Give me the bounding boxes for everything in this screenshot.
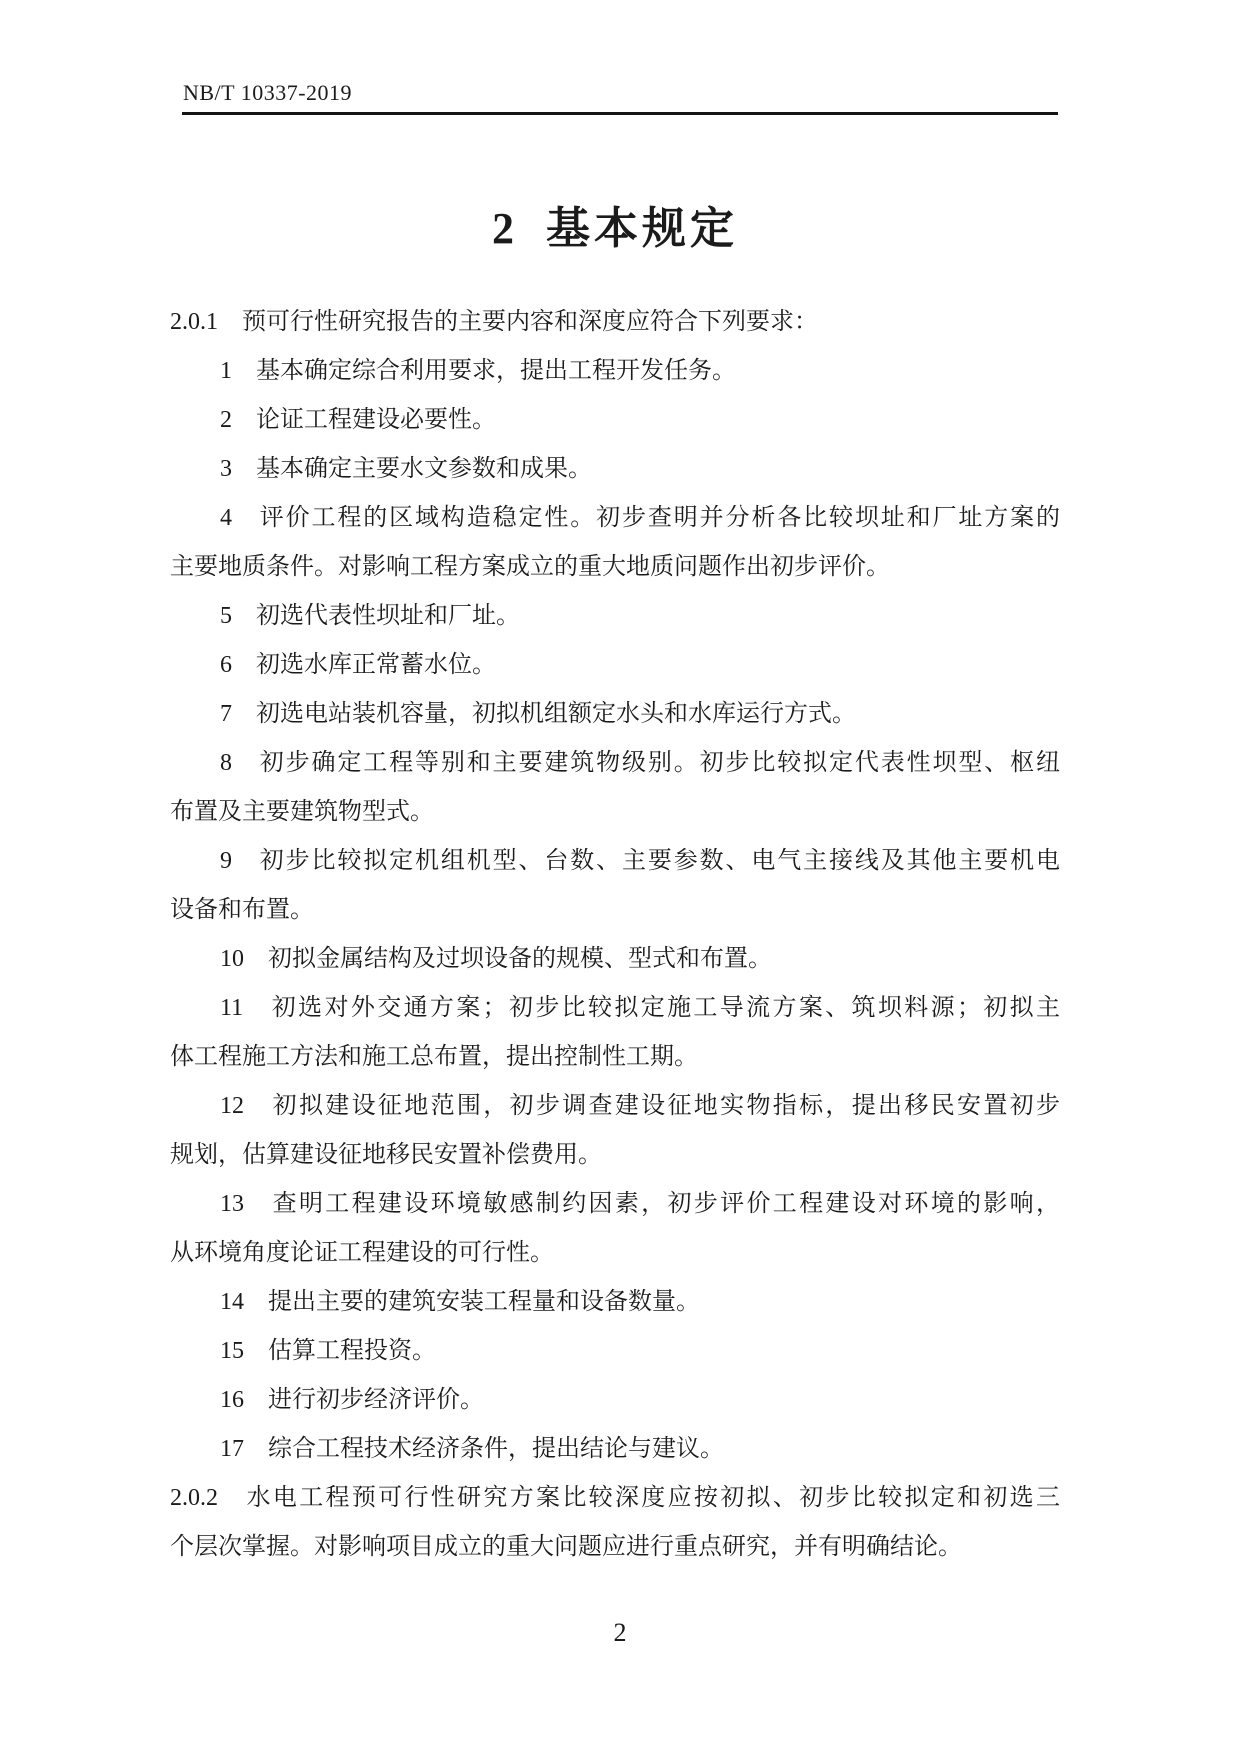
item-4	[170, 494, 1060, 592]
text-line: 1 基本确定综合利用要求，提出工程开发任务。	[220, 358, 736, 384]
item-2	[170, 396, 1060, 445]
document-body	[170, 298, 1060, 1572]
text-line: 个层次掌握。对影响项目成立的重大问题应进行重点研究，并有明确结论。	[170, 1534, 962, 1560]
item-9	[170, 837, 1060, 935]
text-line: 主要地质条件。对影响工程方案成立的重大地质问题作出初步评价。	[170, 554, 890, 580]
text-line: 14 提出主要的建筑安装工程量和设备数量。	[220, 1289, 700, 1315]
text-line: 3 基本确定主要水文参数和成果。	[220, 456, 592, 482]
item-6	[170, 641, 1060, 690]
text-line: 2.0.1 预可行性研究报告的主要内容和深度应符合下列要求：	[170, 309, 818, 335]
text-line: 9 初步比较拟定机组机型、台数、主要参数、电气主接线及其他主要机电	[220, 848, 1060, 874]
item-3	[170, 445, 1060, 494]
chapter-title-text: 基本规定	[546, 204, 738, 253]
text-line: 6 初选水库正常蓄水位。	[220, 652, 496, 678]
item-16	[170, 1376, 1060, 1425]
chapter-heading	[170, 192, 1060, 256]
item-17	[170, 1425, 1060, 1474]
item-15	[170, 1327, 1060, 1376]
text-line: 4 评价工程的区域构造稳定性。初步查明并分析各比较坝址和厂址方案的	[220, 505, 1060, 531]
text-line: 17 综合工程技术经济条件，提出结论与建议。	[220, 1436, 724, 1462]
item-10	[170, 935, 1060, 984]
text-line: 5 初选代表性坝址和厂址。	[220, 603, 520, 629]
item-12	[170, 1082, 1060, 1180]
header-rule	[182, 112, 1058, 115]
text-line: 体工程施工方法和施工总布置，提出控制性工期。	[170, 1044, 698, 1070]
text-line: 2 论证工程建设必要性。	[220, 407, 496, 433]
text-line: 15 估算工程投资。	[220, 1338, 436, 1364]
page-number: 2	[613, 1618, 627, 1647]
item-8	[170, 739, 1060, 837]
text-line: 2.0.2 水电工程预可行性研究方案比较深度应按初拟、初步比较拟定和初选三	[170, 1485, 1060, 1511]
item-11	[170, 984, 1060, 1082]
text-line: 规划，估算建设征地移民安置补偿费用。	[170, 1142, 602, 1168]
text-line: 11 初选对外交通方案；初步比较拟定施工导流方案、筑坝料源；初拟主	[220, 995, 1060, 1021]
text-line: 布置及主要建筑物型式。	[170, 799, 434, 825]
clause-2-0-2	[170, 1474, 1060, 1572]
text-line: 设备和布置。	[170, 897, 314, 923]
text-line: 12 初拟建设征地范围，初步调查建设征地实物指标，提出移民安置初步	[220, 1093, 1060, 1119]
clause-2-0-1	[170, 298, 1060, 347]
text-line: 10 初拟金属结构及过坝设备的规模、型式和布置。	[220, 946, 772, 972]
item-1	[170, 347, 1060, 396]
text-line: 8 初步确定工程等别和主要建筑物级别。初步比较拟定代表性坝型、枢纽	[220, 750, 1060, 776]
item-13	[170, 1180, 1060, 1278]
text-line: 7 初选电站装机容量，初拟机组额定水头和水库运行方式。	[220, 701, 856, 727]
text-line: 16 进行初步经济评价。	[220, 1387, 484, 1413]
standard-number: NB/T 10337-2019	[183, 80, 353, 105]
text-line: 13 查明工程建设环境敏感制约因素，初步评价工程建设对环境的影响，	[220, 1191, 1060, 1217]
item-5	[170, 592, 1060, 641]
item-7	[170, 690, 1060, 739]
item-14	[170, 1278, 1060, 1327]
text-line: 从环境角度论证工程建设的可行性。	[170, 1240, 554, 1266]
chapter-number: 2	[492, 204, 514, 253]
